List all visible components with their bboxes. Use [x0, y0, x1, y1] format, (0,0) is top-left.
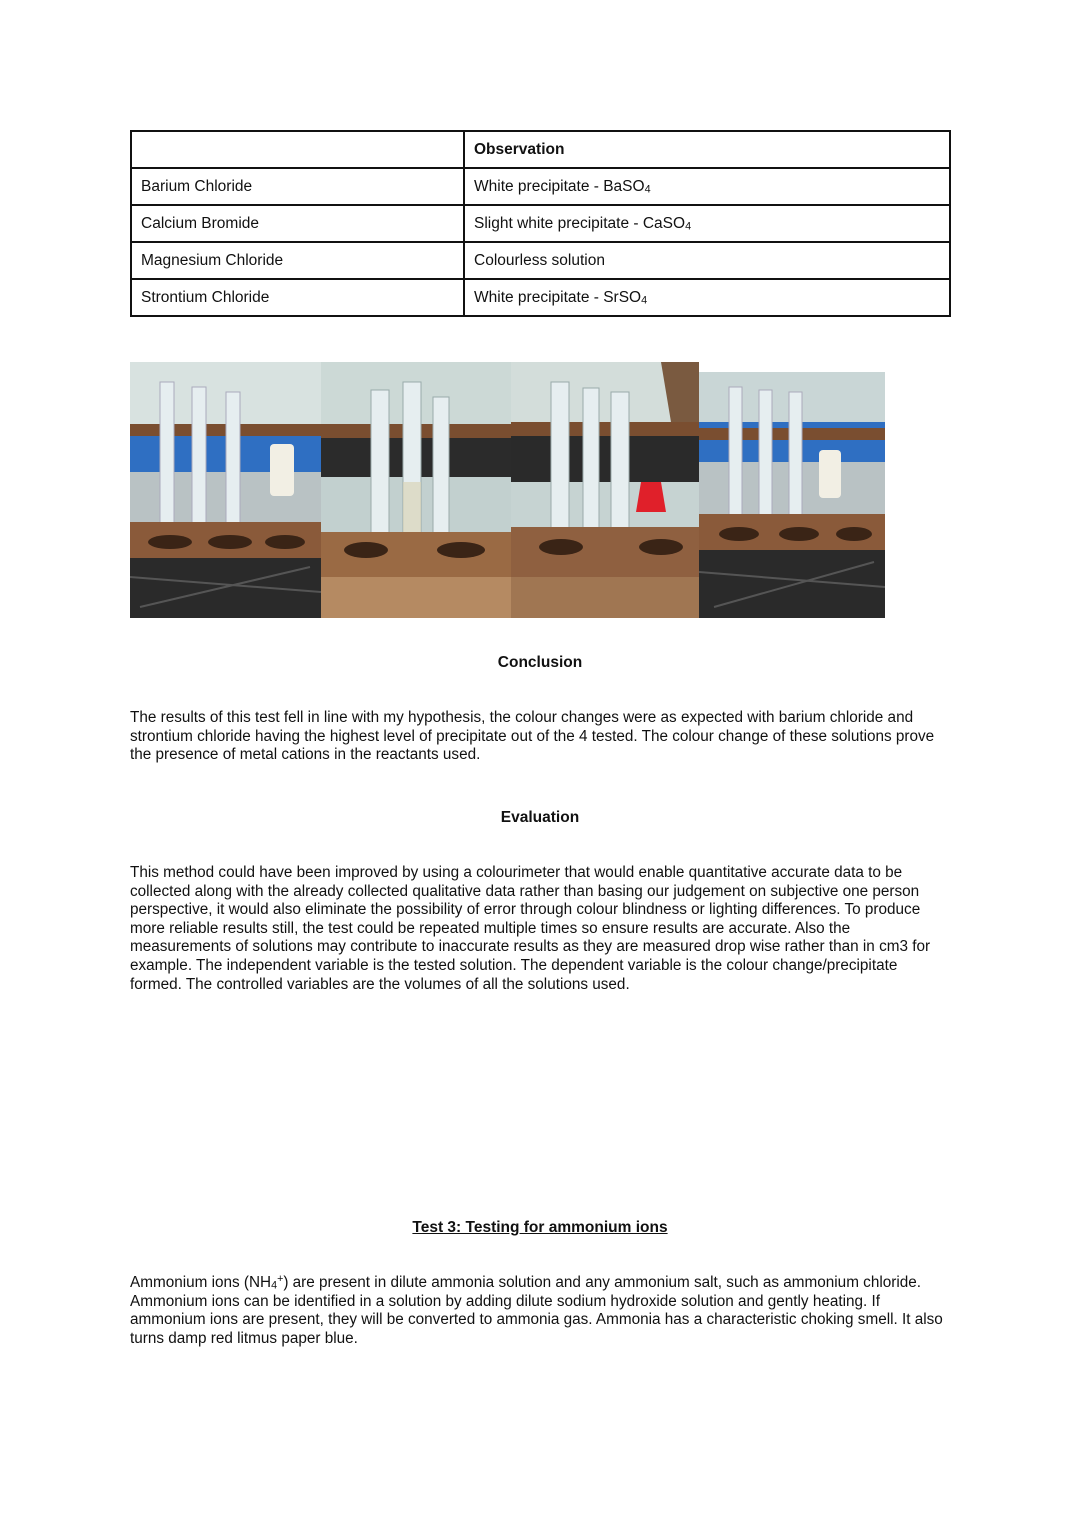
table-header-observation: Observation [464, 131, 950, 168]
row-compound: Strontium Chloride [131, 279, 464, 316]
evaluation-heading: Evaluation [500, 809, 580, 826]
row-observation: White precipitate - BaSO$_4$ [464, 168, 950, 205]
row-compound: Calcium Bromide [131, 205, 464, 242]
table-row [131, 168, 950, 205]
test3-heading: Test 3: Testing for ammonium ions [412, 1219, 668, 1236]
test3-paragraph: Ammonium ions $(NH_4^+)$ are present in dilute ammonia solution and any ammonium salt, such as ammonium chloride. Ammonium ions can be identified in a solution by adding dilute sodium hydroxide solution and gently heating. If ammonium ions are present, they will be converted to ammonia gas. Ammonia has a characteristic choking smell. It also turns damp red litmus paper blue. [130, 1273, 943, 1347]
conclusion-heading: Conclusion [497, 654, 583, 671]
row-compound: Magnesium Chloride [131, 242, 464, 279]
row-observation: Slight white precipitate - CaSO$_4$ [464, 205, 950, 242]
row-compound: Barium Chloride [131, 168, 464, 205]
table-header-blank [131, 131, 464, 168]
observation-table [130, 130, 951, 317]
photo-test-tubes-3 [511, 362, 699, 618]
table-row [131, 205, 950, 242]
experiment-photos [130, 362, 885, 618]
row-observation: Colourless solution [464, 242, 950, 279]
evaluation-paragraph: This method could have been improved by using a colourimeter that would enable quantitative accurate data to be collected along with the already collected qualitative data rather than basing our judgement on subjective one person perspective, it would also eliminate the possibility of error through colour blindness or lighting differences. To produce more reliable results still, the test could be repeated multiple times so ensure results are accurate. Also the measurements of solutions may contribute to inaccurate results as they are measured drop wise rather than in cm3 for example. The independent variable is the tested solution. The dependent variable is the colour change/precipitate formed. The controlled variables are the volumes of all the solutions used. [130, 864, 931, 993]
table-row [131, 279, 950, 316]
photo-test-tubes-2 [321, 362, 511, 618]
table-row [131, 242, 950, 279]
table-header-row [131, 131, 950, 168]
conclusion-paragraph: The results of this test fell in line with my hypothesis, the colour changes were as expected with barium chloride and strontium chloride having the highest level of precipitate out of the 4 tested. The colour change of these solutions prove the presence of metal cations in the reactants used. [130, 709, 935, 764]
photo-test-tubes-1 [130, 362, 321, 618]
photo-test-tubes-4 [699, 362, 885, 618]
row-observation: White precipitate - SrSO$_4$ [464, 279, 950, 316]
